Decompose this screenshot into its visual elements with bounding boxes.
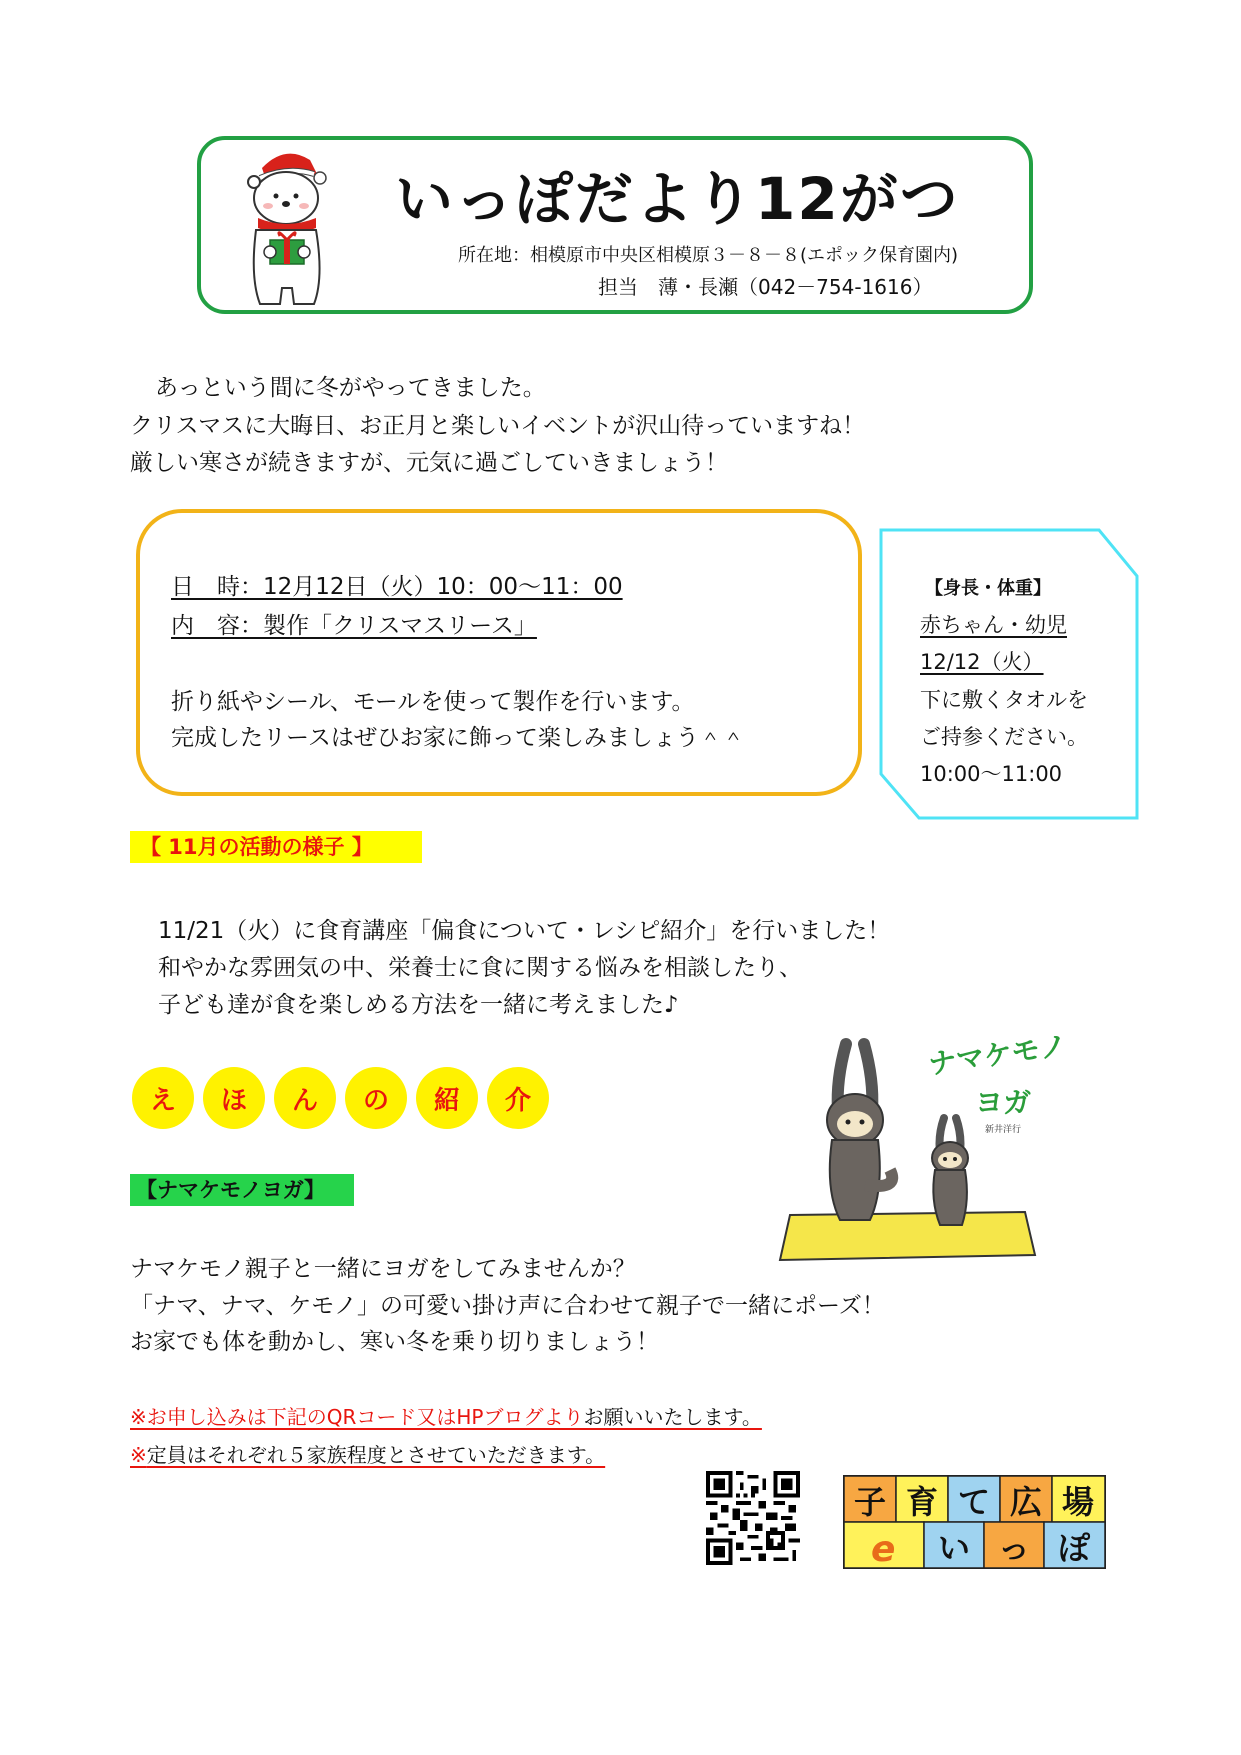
apply-note-black: お願いいたします。	[583, 1405, 762, 1429]
limit-note-black: 定員はそれぞれ５家族程度とさせていただきます。	[146, 1443, 606, 1467]
ehon-circle-5: 紹	[416, 1067, 478, 1129]
ehon-circle-6: 介	[487, 1067, 549, 1129]
measurement-note-1: 下に敷くタオルを	[920, 688, 1088, 712]
activity-line-2: 和やかな雰囲気の中、栄養士に食に関する悩みを相談したり、	[158, 955, 802, 981]
book-line-1: ナマケモノ親子と一緒にヨガをしてみませんか？	[130, 1256, 636, 1282]
logo-char-8: ぽ	[1057, 1529, 1091, 1567]
intro-line-1: あっという間に冬がやってきました。	[155, 375, 546, 401]
book-cover-author: 新井洋行	[985, 1125, 1022, 1135]
logo-char-5: 場	[1061, 1483, 1095, 1521]
apply-note-red: ※お申し込みは下記のQRコード又はHPブログより	[130, 1405, 584, 1429]
logo-char-7: っ	[997, 1529, 1031, 1567]
event-content: 内 容：製作「クリスマスリース」	[171, 613, 537, 639]
logo-char-1: 子	[853, 1483, 887, 1521]
book-line-2: 「ナマ、ナマ、ケモノ」の可愛い掛け声に合わせて親子で一緒にポーズ！	[130, 1293, 885, 1319]
limit-note-red: ※	[130, 1443, 147, 1467]
measurement-date: 12/12（火）	[920, 650, 1044, 674]
apply-note	[130, 1401, 762, 1430]
kosodate-hiroba-ippo-logo	[843, 1475, 1106, 1569]
ehon-circle-2: ほ	[203, 1067, 265, 1129]
ehon-circle-4: の	[345, 1067, 407, 1129]
book-heading: 【ナマケモノヨガ】	[130, 1174, 354, 1206]
event-desc-1: 折り紙やシール、モールを使って製作を行います。	[171, 689, 695, 715]
event-box	[136, 509, 862, 796]
page-title: いっぽだより12がつ	[395, 165, 960, 233]
ehon-circle-1: え	[132, 1067, 194, 1129]
address: 所在地：相模原市中央区相模原３－８－８(エポック保育園内)	[458, 245, 959, 266]
logo-e-mark: e	[871, 1529, 896, 1570]
measurement-title: 【身長・体重】	[925, 578, 1051, 599]
logo-char-3: て	[957, 1483, 991, 1521]
measurement-target: 赤ちゃん・幼児	[920, 613, 1067, 637]
activity-line-1: 11/21（火）に食育講座「偏食について・レシピ紹介」を行いました！	[158, 918, 891, 944]
event-datetime: 日 時：12月12日（火）10：00～11：00	[171, 574, 623, 600]
intro-line-2: クリスマスに大晦日、お正月と楽しいイベントが沢山待っていますね！	[130, 413, 866, 439]
logo-char-2: 育	[905, 1483, 939, 1521]
qr-code[interactable]	[706, 1471, 800, 1565]
event-desc-2: 完成したリースはぜひお家に飾って楽しみましょう＾＾	[171, 725, 745, 751]
book-cover-title-2: ヨガ	[975, 1086, 1032, 1119]
logo-char-4: 広	[1009, 1483, 1043, 1521]
book-line-3: お家でも体を動かし、寒い冬を乗り切りましょう！	[130, 1329, 659, 1355]
intro-line-3: 厳しい寒さが続きますが、元気に過ごしていきましょう！	[130, 450, 728, 476]
ehon-circle-3: ん	[274, 1067, 336, 1129]
logo-char-6: い	[937, 1529, 971, 1567]
book-cover-title-1: ナマケモノ	[926, 1028, 1070, 1081]
book-cover-illustration	[780, 1028, 1070, 1270]
activity-heading: 【 11月の活動の様子 】	[130, 831, 422, 863]
polar-bear-santa-illustration	[240, 148, 340, 312]
limit-note	[130, 1439, 605, 1468]
activity-line-3: 子ども達が食を楽しめる方法を一緒に考えました♪	[158, 992, 679, 1018]
measurement-time: 10:00～11:00	[920, 762, 1063, 786]
measurement-note-2: ご持参ください。	[920, 725, 1088, 749]
contact-info: 担当 薄・長瀬（042－754-1616）	[598, 275, 933, 299]
